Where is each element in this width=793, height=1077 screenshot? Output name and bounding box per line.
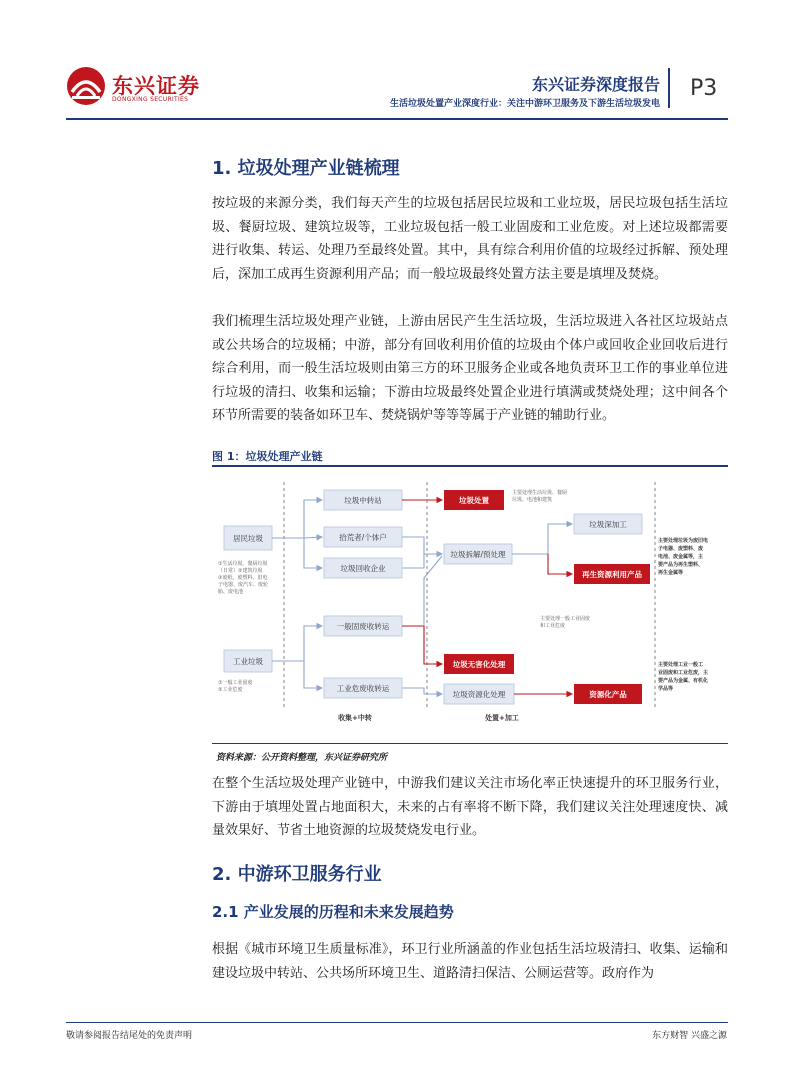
box-industrial-label: 工业垃圾 bbox=[233, 657, 263, 666]
subsection-title: 2.1 产业发展的历程和未来发展趋势 bbox=[212, 903, 454, 921]
brand-name: 东兴证券 bbox=[112, 74, 200, 98]
box-resource-product-label: 资源化产品 bbox=[589, 690, 627, 699]
box-picker-label: 拾荒者/个体户 bbox=[339, 533, 387, 542]
box-harmless bbox=[444, 654, 514, 674]
note-resource-1: 主要处理工业一般工 bbox=[658, 662, 704, 668]
box-general-solid bbox=[324, 616, 402, 636]
dongxing-logo-icon bbox=[66, 66, 106, 106]
section-1-title: 1. 垃圾处理产业链梳理 bbox=[212, 158, 400, 179]
box-dismantle bbox=[444, 544, 512, 564]
note-resident-1: ①生活垃圾、餐厨垃圾 bbox=[218, 561, 268, 567]
header-separator bbox=[668, 68, 670, 108]
label-process: 处置+加工 bbox=[485, 714, 519, 722]
report-type: 东兴证券深度报告 bbox=[531, 75, 660, 94]
box-disposal-label: 垃圾处置 bbox=[459, 496, 489, 505]
note-general-1: 主要处理一般工业固废 bbox=[540, 616, 591, 622]
box-renewable-label: 再生资源利用产品 bbox=[582, 570, 642, 579]
note-renewable-2: 子电器、废塑料、废 bbox=[658, 546, 704, 552]
note-resident-4: 子电器、废汽车、废轮 bbox=[218, 582, 269, 588]
paragraph: 在整个生活垃圾处理产业链中，中游我们建议关注市场化率正快速提升的环卫服务行业，下游由于填埋处置占地面积大，未来的占有率将不断下降，我们建议关注处理速度快、减量效果好、节省土地资源的垃圾焚烧发电行业。 bbox=[212, 776, 728, 839]
box-hazard-solid bbox=[324, 678, 402, 698]
box-harmless-label: 垃圾无害化处理 bbox=[452, 660, 506, 669]
page-number: P3 bbox=[690, 76, 718, 101]
industry-chain-diagram bbox=[212, 470, 728, 740]
box-deep-process bbox=[574, 514, 642, 534]
note-general-2: 和工业危废 bbox=[540, 623, 566, 629]
section-2-title: 2. 中游环卫服务行业 bbox=[212, 864, 382, 885]
box-disposal bbox=[444, 490, 504, 510]
box-resident-label: 居民垃圾 bbox=[233, 534, 263, 543]
footer-disclaimer: 敬请参阅报告结尾处的免责声明 bbox=[66, 1031, 193, 1041]
box-resource bbox=[444, 684, 514, 704]
note-resource-2: 业固废和工业危废，主 bbox=[658, 670, 709, 676]
footer-rule bbox=[66, 1022, 728, 1023]
note-renewable-1: 主要处理垃圾为废旧电 bbox=[658, 538, 709, 544]
box-transfer-label: 垃圾中转站 bbox=[344, 496, 382, 505]
paragraph: 我们梳理生活垃圾处理产业链，上游由居民产生生活垃圾，生活垃圾进入各社区垃圾站点或公共场合的垃圾桶；中游，部分有回收利用价值的垃圾由个体户或回收企业回收后进行综合利用，而一般生活垃圾则由第三方的环卫服务企业或各地负责环卫工作的事业单位进行垃圾的清扫、收集和运输；下游由垃圾最终处置企业进行填满或焚烧处理；这中间各个环节所需要的装备如环卫车、焚烧锅炉等等等属于产业链的辅助行业。 bbox=[212, 314, 728, 424]
box-recycle-co bbox=[324, 558, 402, 578]
figure-source: 资料来源：公开资料整理，东兴证券研究所 bbox=[216, 753, 388, 763]
note-renewable-5: 再生金属等 bbox=[658, 570, 684, 576]
box-recycle-co-label: 垃圾回收企业 bbox=[340, 564, 386, 573]
box-deep-process-label: 垃圾深加工 bbox=[589, 520, 627, 529]
paragraph: 根据《城市环境卫生质量标准》，环卫行业所涵盖的作业包括生活垃圾清扫、收集、运输和建设垃圾中转站、公共场所环境卫生、道路清扫保洁、公厕运营等。政府作为 bbox=[212, 942, 728, 981]
note-resident-2: （日常）②建筑垃圾 bbox=[218, 568, 263, 574]
box-dismantle-label: 垃圾拆解/预处理 bbox=[450, 550, 506, 559]
footer-slogan: 东方财智 兴盛之源 bbox=[652, 1031, 727, 1041]
box-renewable bbox=[574, 564, 650, 584]
box-picker bbox=[324, 527, 402, 547]
brand-name-en: DONGXING SECURITIES bbox=[112, 96, 189, 103]
note-industrial-2: ②工业危废 bbox=[218, 687, 243, 693]
report-subtitle: 生活垃圾处置产业深度行业：关注中游环卫服务及下游生活垃圾发电 bbox=[389, 99, 660, 109]
note-disposal-1: 主要处理生活垃圾、餐厨 bbox=[512, 490, 568, 496]
note-resource-3: 要产品为金属、有机化 bbox=[658, 678, 709, 684]
note-disposal-2: 垃圾、电池和建筑 bbox=[512, 497, 553, 503]
note-resident-3: ③废纸、废塑料、旧电 bbox=[218, 575, 268, 581]
box-industrial bbox=[224, 650, 272, 672]
note-renewable-3: 电池、废金属等，主 bbox=[658, 554, 704, 560]
box-resource-product bbox=[574, 684, 642, 704]
note-resource-4: 学品等 bbox=[658, 686, 674, 692]
box-resource-label: 垃圾资源化处理 bbox=[452, 690, 506, 699]
paragraph: 按垃圾的来源分类，我们每天产生的垃圾包括居民垃圾和工业垃圾，居民垃圾包括生活垃圾、餐厨垃圾、建筑垃圾等，工业垃圾包括一般工业固废和工业危废。对上述垃圾都需要进行收集、转运、处理乃至最终处置。其中，具有综合利用价值的垃圾经过拆解、预处理后，深加工成再生资源利用产品；而一般垃圾最终处置方法主要是填埋及焚烧。 bbox=[212, 196, 728, 282]
header-rule bbox=[66, 118, 728, 120]
figure-rule-bottom bbox=[212, 743, 728, 744]
note-industrial-1: ①一般工业固废 bbox=[218, 680, 253, 686]
note-renewable-4: 要产品为再生塑料、 bbox=[658, 562, 704, 568]
box-hazard-solid-label: 工业危废收转运 bbox=[336, 684, 390, 693]
note-resident-5: 胎、废电池 bbox=[218, 589, 244, 595]
label-collect: 收集+中转 bbox=[338, 714, 372, 722]
box-general-solid-label: 一般固废收转运 bbox=[336, 622, 390, 631]
figure-title: 图 1：垃圾处理产业链 bbox=[212, 450, 323, 463]
figure-rule-top bbox=[212, 465, 728, 467]
box-transfer bbox=[324, 490, 402, 510]
box-resident bbox=[224, 526, 272, 550]
